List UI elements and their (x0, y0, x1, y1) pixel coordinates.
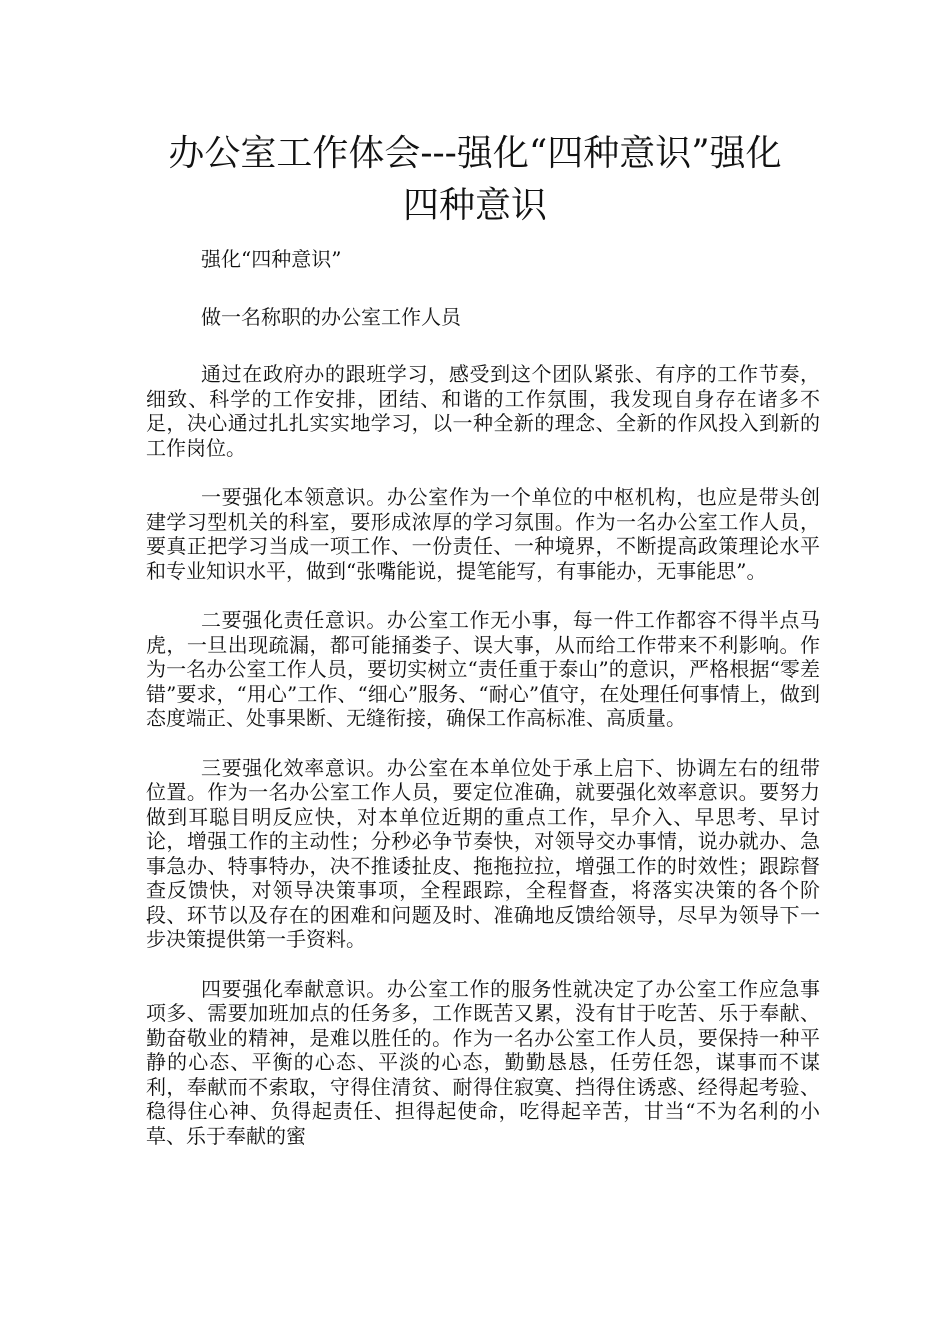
subtitle-1: 强化“四种意识” (201, 247, 342, 271)
paragraph-dedication: 四要强化奉献意识。办公室工作的服务性就决定了办公室工作应急事项多、需要加班加点的任务多，工作既苦又累，没有甘于吃苦、乐于奉献、勤奋敬业的精神，是难以胜任的。作为一名办公室工作人员，要保持一种平静的心态、平衡的心态、平淡的心态，勤勤恳恳，任劳任怨，谋事而不谋利，奉献而不索取，守得住清贫、耐得住寂寞、挡得住诱惑、经得起考验、稳得住心神、负得起责任、担得起使命，吃得起辛苦，甘当“不为名利的小草、乐于奉献的蜜 (146, 976, 820, 1148)
paragraph-responsibility: 二要强化责任意识。办公室工作无小事，每一件工作都容不得半点马虎，一旦出现疏漏，都可能捅娄子、误大事，从而给工作带来不利影响。作为一名办公室工作人员，要切实树立“责任重于泰山”的意识，严格根据“零差错”要求，“用心”工作、“细心”服务、“耐心”值守，在处理任何事情上，做到态度端正、处事果断、无缝衔接，确保工作高标准、高质量。 (146, 608, 820, 730)
paragraph-efficiency: 三要强化效率意识。办公室在本单位处于承上启下、协调左右的纽带位置。作为一名办公室工作人员，要定位准确，就要强化效率意识。要努力做到耳聪目明反应快，对本单位近期的重点工作，早介入、早思考、早讨论，增强工作的主动性；分秒必争节奏快，对领导交办事情，说办就办、急事急办、特事特办，决不推诿扯皮、拖拖拉拉，增强工作的时效性；跟踪督查反馈快，对领导决策事项，全程跟踪，全程督查，将落实决策的各个阶段、环节以及存在的困难和问题及时、准确地反馈给领导，尽早为领导下一步决策提供第一手资料。 (146, 755, 820, 951)
paragraph-intro: 通过在政府办的跟班学习，感受到这个团队紧张、有序的工作节奏，细致、科学的工作安排，团结、和谐的工作氛围，我发现自身存在诸多不足，决心通过扎扎实实地学习，以一种全新的理念、全新的作风投入到新的工作岗位。 (146, 362, 820, 460)
subtitle-2: 做一名称职的办公室工作人员 (201, 305, 461, 329)
paragraph-ability: 一要强化本领意识。办公室作为一个单位的中枢机构，也应是带头创建学习型机关的科室，要形成浓厚的学习氛围。作为一名办公室工作人员，要真正把学习当成一项工作、一份责任、一种境界，不断提高政策理论水平和专业知识水平，做到“张嘴能说，提笔能写，有事能办，无事能思”。 (146, 485, 820, 583)
title-line-1: 办公室工作体会---强化“四种意识”强化 (168, 133, 782, 174)
document-body (146, 246, 820, 1173)
document-title (120, 128, 830, 232)
title-line-2: 四种意识 (402, 185, 547, 226)
